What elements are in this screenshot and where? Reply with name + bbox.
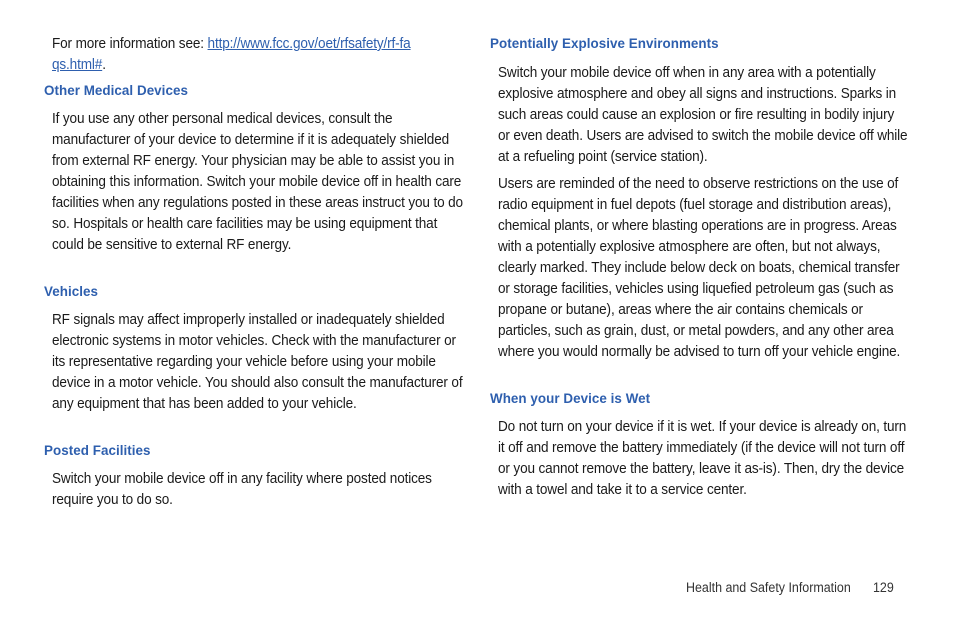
heading-posted-facilities: Posted Facilities xyxy=(44,443,151,458)
heading-explosive-environments: Potentially Explosive Environments xyxy=(490,36,719,51)
posted-facilities-body: Switch your mobile device off in any facility where posted notices require you to do so. xyxy=(52,471,432,508)
more-info-prefix: For more information see: xyxy=(52,36,208,52)
heading-device-wet: When your Device is Wet xyxy=(490,391,651,406)
more-info-suffix: . xyxy=(102,57,106,73)
footer-section-title: Health and Safety Information xyxy=(686,580,851,595)
fcc-faq-link[interactable]: http://www.fcc.gov/oet/rfsafety/rf-faqs.html# xyxy=(52,36,411,73)
page-number: 129 xyxy=(873,580,894,595)
device-wet-body: Do not turn on your device if it is wet. If your device is already on, turn it off and remove the battery immediately (if the device will not turn off or you cannot remove the battery, leave it as-is). Then, dry the device with a towel and take it to a service center. xyxy=(498,419,907,498)
more-info-paragraph xyxy=(52,34,415,76)
vehicles-body: RF signals may affect improperly installed or inadequately shielded electronic systems in motor vehicles. Check with the manufacturer or its representative regarding your vehicle before using your mobile device in a motor vehicle. You should also consult the manufacturer of any equipment that has been added to your vehicle. xyxy=(52,312,463,412)
medical-devices-body: If you use any other personal medical devices, consult the manufacturer of your device to determine if it is adequately shielded from external RF energy. Your physician may be able to assist you in obtaining this information. Switch your mobile device off in health care facilities when any regulations posted in these areas instruct you to do so. Hospitals or health care facilities may be using equipment that could be sensitive to external RF energy. xyxy=(52,111,463,253)
explosive-body-2: Users are reminded of the need to observe restrictions on the use of radio equipment in fuel depots (fuel storage and distribution areas), chemical plants, or where blasting operations are in progress. Areas with a potentially explosive atmosphere are often, but not always, clearly marked. They include below deck on boats, chemical transfer or storage facilities, vehicles using liquefied petroleum gas (such as propane or butane), areas where the air contains chemicals or particles, such as grain, dust, or metal powders, and any other area where you would normally be advised to turn off your vehicle engine. xyxy=(498,176,901,360)
explosive-body-1: Switch your mobile device off when in any area with a potentially explosive atmosphere and obey all signs and instructions. Sparks in such areas could cause an explosion or fire resulting in bodily injury or even death. Users are advised to switch the mobile device off while at a refueling point (service station). xyxy=(498,65,908,165)
heading-other-medical-devices: Other Medical Devices xyxy=(44,83,188,98)
heading-vehicles: Vehicles xyxy=(44,284,99,299)
